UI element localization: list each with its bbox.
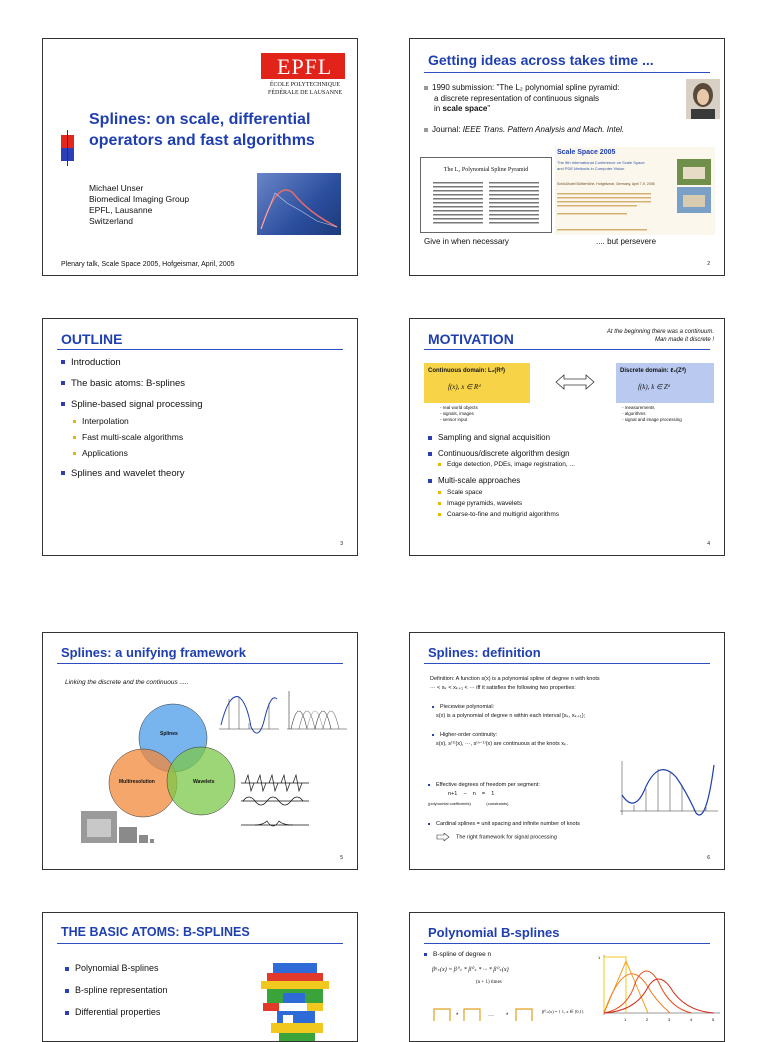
slide-2 [409,38,725,276]
conf-title: Scale Space 2005 [557,149,616,156]
footer: Plenary talk, Scale Space 2005, Hofgeismar, April, 2005 [61,261,235,268]
slide-6 [409,632,725,870]
paper-title: The L₂ Polynomial Spline Pyramid [443,167,529,173]
page-number: 2 [707,261,710,267]
decor-line [67,130,68,166]
author-block [89,183,189,227]
definition: Definition: A function s(x) is a polynomial spline of degree n with knots ··· < xₖ < xₖ₊₁ < ··· iff it satisfies the following two properties: [430,676,600,691]
wavelet-plots [241,775,309,826]
slide-title: Polynomial B-splines [428,925,560,940]
caption-right: .... but persevere [596,237,657,246]
slide-8 [409,912,725,1042]
page-number: 3 [340,541,343,547]
spline-photo [257,173,341,235]
svg-text:···: ··· [488,1013,494,1019]
discrete-notes: - measurements - algorithms - signal and image processing [622,405,682,422]
property-1: Piecewise polynomial: s(x) is a polynomial of degree n within each interval [xₖ, xₖ₊₁); [432,703,585,721]
motivation-list [428,433,575,520]
list-subitem: Image pyramids, wavelets [428,498,575,509]
slide-title: MOTIVATION [428,331,514,347]
venn-label-splines: Splines [160,731,178,737]
conf-sub1: The 5th International Conference on Scale Space [557,160,645,165]
arrow-right-icon [436,833,450,841]
property-2: Higher-order continuity: s(x), s⁽¹⁾(x), ···, s⁽ⁿ⁻¹⁾(x) are continuous at the knots xₖ. [432,731,568,749]
bullet-icon [424,953,427,956]
double-arrow-icon [554,373,596,396]
framework-note: The right framework for signal processing [436,833,557,841]
bspline-chart [592,951,724,1025]
bullet-icon [61,471,65,475]
epfl-logo [261,53,345,79]
dof: Effective degrees of freedom per segment: n+1 − n = 1 (polynomial coefficients) (constraints) [428,782,540,806]
svg-text:*: * [506,1013,509,1019]
spline-definition-plot [610,755,720,825]
slide-1 [42,38,358,276]
chart-tick: 5 [712,1017,715,1022]
outline-subitem: Interpolation [61,415,203,427]
list-subitem: Scale space [428,487,575,498]
author-name: Michael Unser [89,183,144,193]
slide-7 [42,912,358,1042]
outline-item: The basic atoms: B-splines [61,378,203,390]
sub-bullet-icon [73,436,76,439]
list-item: Continuous/discrete algorithm design [428,449,575,459]
list-item: Multi-scale approaches [428,476,575,486]
slide-4 [409,318,725,556]
bullet-icon [428,436,432,440]
list-item: B-spline representation [65,985,168,996]
conf-place: Schloßhotel Bühlerhöhe, Hofgeismar, Germany, April 7-9, 2005 [557,182,655,186]
bullet-icon [61,381,65,385]
page-number: 5 [340,855,343,861]
bullet-icon [424,128,428,132]
epfl-logo-text: EPFL [277,54,333,79]
list-subitem: Coarse-to-fine and multigrid algorithms [428,509,575,520]
lego-house-image [257,953,337,1042]
sub-bullet-icon [73,452,76,455]
outline-item: Splines and wavelet theory [61,468,203,480]
bullet-journal: Journal: IEEE Trans. Pattern Analysis and Mach. Intel. [424,125,624,134]
venn-label-multiresolution: Multiresolution [119,779,155,785]
title-rule [424,663,710,664]
conference-flyer [555,147,715,235]
conf-sub2: and PDE Methods in Computer Vision [557,166,625,171]
list-subitem: Edge detection, PDEs, image registration, ... [428,460,575,470]
sub-bullet-icon [428,823,430,825]
sub-bullet-icon [438,463,441,466]
bullet-icon [65,1011,69,1015]
title-rule [424,72,710,73]
bullet-icon [61,402,65,406]
affiliation-3: Switzerland [89,216,133,226]
cat-image-small [139,835,148,843]
bullet-submission: 1990 submission: "The L₂ polynomial spline pyramid: a discrete representation of continuous signals in scale space" [424,83,674,115]
bullet-icon [65,967,69,971]
bullet-icon [428,452,432,456]
affiliation-1: Biomedical Imaging Group [89,194,190,204]
continuous-domain-box: Continuous domain: L₂(Rᵈ) f(x), x ∈ Rᵈ [424,363,530,403]
sub-bullet-icon [438,502,441,505]
bspline-times: (n + 1) times [476,980,502,985]
slide-title: Splines: a unifying framework [61,645,246,660]
list-item: Sampling and signal acquisition [428,433,575,443]
affiliation-2: EPFL, Lausanne [89,205,153,215]
venn-label-wavelets: Wavelets [193,779,215,785]
list-item: Polynomial B-splines [65,963,168,974]
continuous-notes: - real world objects - signals, images - sensor input [440,405,478,422]
chart-tick: 3 [668,1017,671,1022]
bspline-bullet: B-spline of degree n [424,951,491,958]
subtitle: Linking the discrete and the continuous ..... [65,679,189,686]
bullet-icon [424,86,428,90]
slide-title: Splines: on scale, differential operators and fast algorithms [89,111,315,149]
outline-item: Introduction [61,357,203,369]
title-rule [424,349,710,350]
portrait-drawing [686,79,720,119]
sub-bullet-icon [428,784,430,786]
sub-bullet-icon [73,420,76,423]
chart-tick: 4 [690,1017,693,1022]
atoms-list [65,963,168,1018]
bullet-icon [432,734,434,736]
outline-list [61,357,203,480]
title-rule [424,943,710,944]
paper-thumbnail [420,157,552,233]
bullet-icon [61,360,65,364]
venn-diagram [43,633,358,870]
svg-text:*: * [456,1013,459,1019]
cat-image-medium [119,827,137,843]
page-number: 4 [707,541,710,547]
bspline-basis-plot [287,691,347,729]
cardinal-splines: Cardinal splines = unit spacing and infinite number of knots [428,821,580,827]
bullet-icon [65,989,69,993]
page-number: 6 [707,855,710,861]
slide-title: Getting ideas across takes time ... [428,52,654,68]
slide-title: OUTLINE [61,331,123,347]
outline-item: Spline-based signal processing [61,399,203,411]
discrete-domain-box: Discrete domain: ℓ₂(Zᵈ) f(k), k ∈ Zᵈ [616,363,714,403]
bullet-icon [428,479,432,483]
cat-image-tiny [150,839,154,843]
sub-bullet-icon [438,491,441,494]
outline-subitem: Applications [61,447,203,459]
author-portrait [686,79,720,119]
slide-5 [42,632,358,870]
svg-text:1: 1 [598,955,601,960]
chart-tick: 2 [646,1017,649,1022]
slide-title: Splines: definition [428,645,541,660]
title-rule [57,349,343,350]
spline-plot [219,697,279,734]
slide-title: THE BASIC ATOMS: B-SPLINES [61,925,250,939]
spline-photo-drawing [257,173,341,235]
school-name: ÉCOLE POLYTECHNIQUE FÉDÉRALE DE LAUSANNE [268,82,342,96]
box-definition: β⁰₊(x) = { 1, x ∈ [0,1) [542,1009,584,1014]
outline-subitem: Fast multi-scale algorithms [61,431,203,443]
chart-tick: 1 [624,1017,627,1022]
title-rule [57,943,343,944]
bspline-formula: βⁿ₊(x) = β⁰₊ * β⁰₊ * ··· * β⁰₊(x) [432,967,509,973]
bullet-icon [432,706,434,708]
list-item: Differential properties [65,1007,168,1018]
slide-3 [42,318,358,556]
caption-left: Give in when necessary [424,237,509,246]
quote: At the beginning there was a continuum. Man made it discrete ! [606,329,714,343]
sub-bullet-icon [438,513,441,516]
